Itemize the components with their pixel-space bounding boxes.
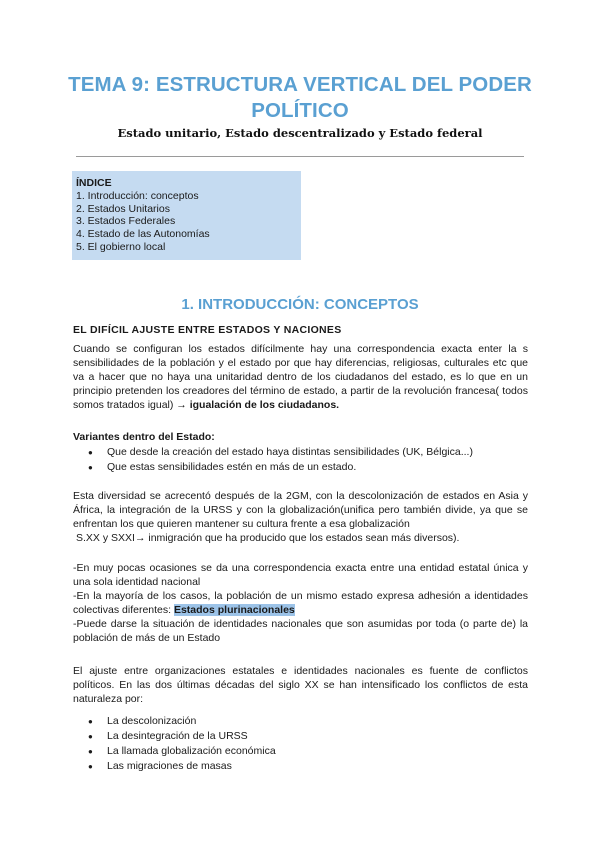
subsection-heading: EL DIFÍCIL AJUSTE ENTRE ESTADOS Y NACIONES bbox=[73, 324, 342, 336]
variantes-list bbox=[88, 445, 473, 475]
paragraph-diversidad-text: Esta diversidad se acrecentó después de la 2GM, con la descolonización de estados en Asia y África, la integración de la URSS y con la globalización(unifica pero también divide, ya que se enfrentan los que quieren mantener su cultura frente a esa globalización bbox=[73, 490, 528, 530]
paragraph-intro-text: Cuando se configuran los estados difícilmente hay una correspondencia exacta enter la s sensibilidades de la población y el estado por que hay diferencias, religiosas, culturales etc que va a hacer que no haya una unitaridad dentro de los ciudadanos del estado, es lo que en un principio pretenden los creadores del término de estado, a partir de la revolución francesa( todos somos tratados igual) → bbox=[73, 343, 528, 411]
paragraph-intro bbox=[73, 342, 528, 412]
list-item: ● La llamada globalización económica bbox=[88, 744, 276, 759]
document-subtitle: Estado unitario, Estado descentralizado y Estado federal bbox=[117, 126, 483, 140]
index-item: 2. Estados Unitarios bbox=[76, 202, 170, 215]
index-item: 4. Estado de las Autonomías bbox=[76, 228, 210, 241]
title-line-1: TEMA 9: ESTRUCTURA VERTICAL DEL PODER bbox=[68, 73, 532, 96]
index-box bbox=[72, 171, 301, 260]
horizontal-divider bbox=[76, 156, 524, 157]
variantes-heading bbox=[73, 430, 528, 444]
paragraph-identidades-c: -Puede darse la situación de identidades nacionales que son asumidas por toda (o parte de) la población de más de un Estado bbox=[73, 618, 528, 644]
paragraph-identidades bbox=[73, 561, 528, 645]
index-item: 1. Introducción: conceptos bbox=[76, 189, 199, 202]
paragraph-identidades-b bbox=[73, 589, 528, 617]
list-item: ● Las migraciones de masas bbox=[88, 759, 276, 774]
index-heading: ÍNDICE bbox=[76, 177, 112, 189]
paragraph-identidades-a: -En muy pocas ocasiones se da una correspondencia exacta entre una entidad estatal única y una sola identidad nacional bbox=[73, 562, 528, 588]
list-item: ● Que estas sensibilidades estén en más de un estado. bbox=[88, 460, 473, 475]
highlighted-term: Estados plurinacionales bbox=[173, 604, 295, 616]
paragraph-diversidad bbox=[73, 489, 528, 545]
paragraph-identidades-b-text: -En la mayoría de los casos, la población de un mismo estado expresa adhesión a identidades colectivas diferentes: bbox=[73, 590, 528, 616]
index-item: 3. Estados Federales bbox=[76, 215, 176, 228]
paragraph-intro-bold: igualación de los ciudadanos. bbox=[189, 399, 340, 411]
paragraph-diversidad-cont: S.XX y SXXI→ inmigración que ha producido que los estados sean más diversos). bbox=[76, 532, 460, 544]
list-item: ● La desintegración de la URSS bbox=[88, 729, 276, 744]
variantes-title: Variantes dentro del Estado: bbox=[73, 431, 215, 443]
section-heading: 1. INTRODUCCIÓN: CONCEPTOS bbox=[181, 296, 419, 313]
title-line-2: POLÍTICO bbox=[251, 99, 349, 122]
document-title bbox=[60, 72, 540, 124]
index-item: 5. El gobierno local bbox=[76, 240, 166, 253]
list-item: ● Que desde la creación del estado haya distintas sensibilidades (UK, Bélgica...) bbox=[88, 445, 473, 460]
paragraph-conflictos: El ajuste entre organizaciones estatales e identidades nacionales es fuente de conflictos políticos. En las dos últimas décadas del siglo XX se han intensificado los conflictos de esta naturaleza por: bbox=[73, 665, 528, 705]
conflictos-list bbox=[88, 714, 276, 774]
list-item: ● La descolonización bbox=[88, 714, 276, 729]
